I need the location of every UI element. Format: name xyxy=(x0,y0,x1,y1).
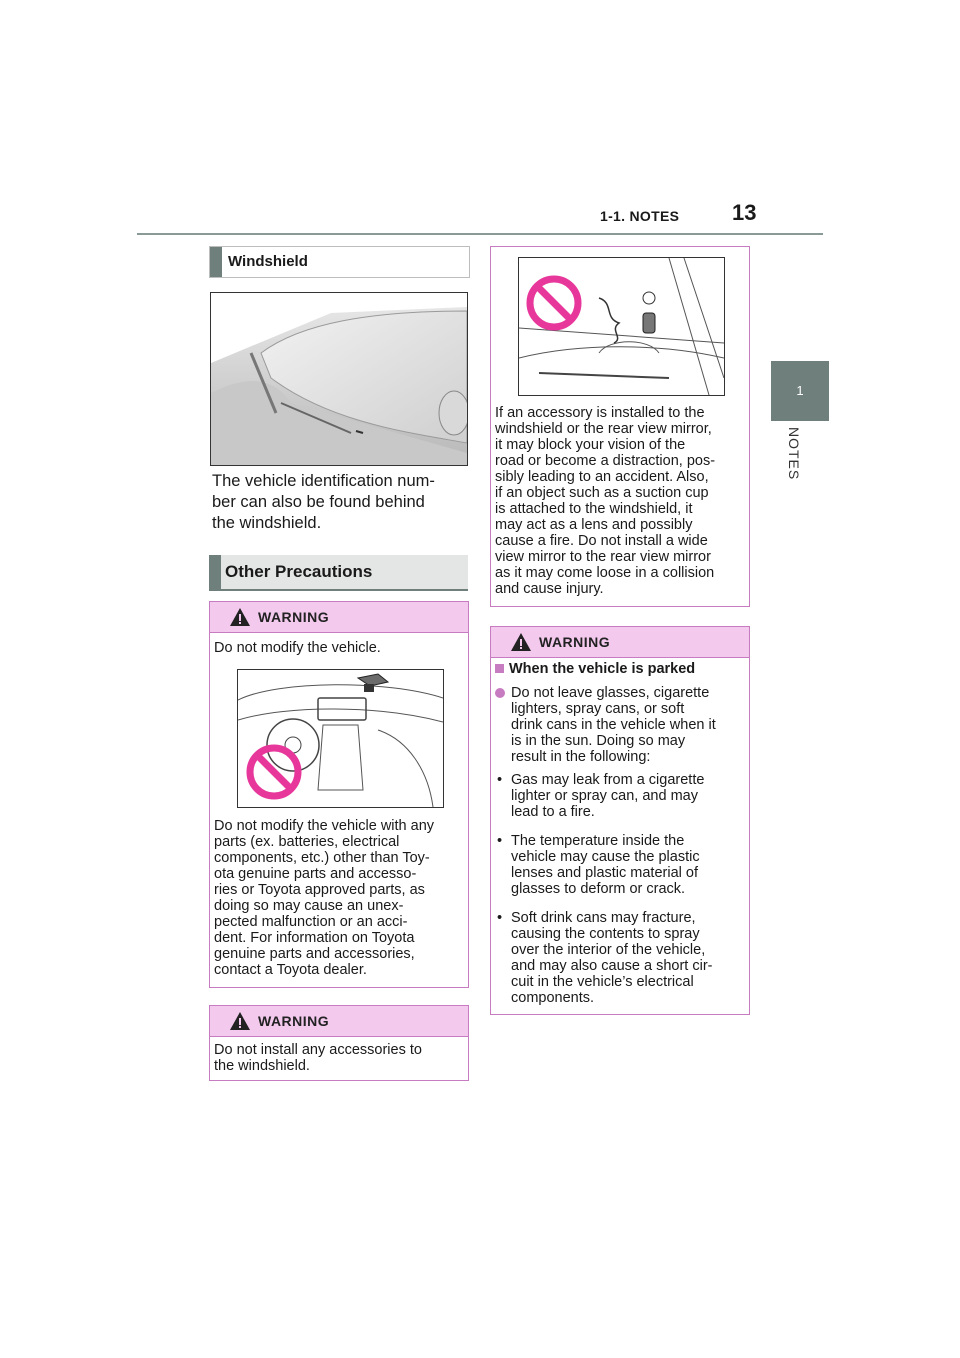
body-line: lighter or spray can, and may xyxy=(511,788,698,804)
body-line: result in the following: xyxy=(511,749,651,765)
list-item xyxy=(495,833,747,897)
body-line: lenses and plastic material of xyxy=(511,865,698,881)
dot-bullet-icon: • xyxy=(497,772,503,788)
accessory-box xyxy=(490,246,750,607)
body-line: road or become a distraction, pos- xyxy=(495,453,716,469)
body-line: as it may come loose in a collision xyxy=(495,565,715,581)
body-line: components. xyxy=(511,990,595,1006)
body-line: over the interior of the vehicle, xyxy=(511,942,706,958)
body-line: The temperature inside the xyxy=(511,833,685,849)
windshield-body xyxy=(212,471,472,534)
body-line: it may block your vision of the xyxy=(495,437,686,453)
warning-body xyxy=(214,1042,466,1074)
body-line: is attached to the windshield, it xyxy=(495,501,693,517)
body-line: and may also cause a short cir- xyxy=(511,958,713,974)
warning-box-modify xyxy=(209,601,469,988)
body-line: contact a Toyota dealer. xyxy=(214,962,367,978)
list-item xyxy=(495,910,747,1006)
warning-icon xyxy=(229,1011,251,1031)
dashboard-illustration xyxy=(237,669,444,808)
body-line: dent. For information on Toyota xyxy=(214,930,415,946)
square-bullet-icon xyxy=(495,664,504,673)
body-line: Do not leave glasses, cigarette xyxy=(511,685,710,701)
warning-header xyxy=(210,1006,468,1037)
body-line: is in the sun. Doing so may xyxy=(511,733,686,749)
body-line: ber can also be found behind xyxy=(212,493,425,511)
windshield-illustration xyxy=(210,292,468,466)
other-precautions-heading-text: Other Precautions xyxy=(225,562,373,581)
body-line: parts (ex. batteries, electrical xyxy=(214,834,400,850)
body-line: doing so may cause an unex- xyxy=(214,898,404,914)
body-line: The vehicle identification num- xyxy=(212,472,435,490)
body-line: drink cans in the vehicle when it xyxy=(511,717,716,733)
warning-box-parked xyxy=(490,626,750,1015)
warning-icon xyxy=(229,607,251,627)
warning-header xyxy=(491,627,749,658)
windshield-heading xyxy=(209,246,470,278)
body-line: if an object such as a suction cup xyxy=(495,485,709,501)
accessory-body xyxy=(495,405,747,597)
body-line: lead to a fire. xyxy=(511,804,595,820)
body-line: genuine parts and accessories, xyxy=(214,946,415,962)
warning-subhead-text: When the vehicle is parked xyxy=(509,661,696,677)
other-precautions-heading xyxy=(209,555,468,591)
chapter-label: NOTES xyxy=(786,427,802,481)
body-line: cause a fire. Do not install a wide xyxy=(495,533,708,549)
warning-title: WARNING xyxy=(258,609,330,625)
body-line: ries or Toyota approved parts, as xyxy=(214,882,425,898)
body-line: view mirror to the rear view mirror xyxy=(495,549,711,565)
warning-intro: Do not modify the vehicle. xyxy=(214,640,381,656)
dot-bullet-icon: • xyxy=(497,910,503,926)
warning-icon xyxy=(510,632,532,652)
body-line: cuit in the vehicle’s electrical xyxy=(511,974,694,990)
body-line: ota genuine parts and accesso- xyxy=(214,866,417,882)
body-line: glasses to deform or crack. xyxy=(511,881,686,897)
body-line: If an accessory is installed to the xyxy=(495,405,705,421)
body-line: components, etc.) other than Toy- xyxy=(214,850,430,866)
warning-bullet xyxy=(495,685,747,765)
body-line: Do not install any accessories to xyxy=(214,1042,422,1058)
body-line: and cause injury. xyxy=(495,581,604,597)
body-line: the windshield. xyxy=(214,1058,310,1074)
body-line: Gas may leak from a cigarette xyxy=(511,772,705,788)
body-line: may act as a lens and possibly xyxy=(495,517,693,533)
dot-bullet-icon: • xyxy=(497,833,503,849)
body-line: pected malfunction or an acci- xyxy=(214,914,408,930)
body-line: vehicle may cause the plastic xyxy=(511,849,700,865)
warning-body xyxy=(214,818,466,978)
body-line: Do not modify the vehicle with any xyxy=(214,818,435,834)
chapter-tab[interactable]: 1 xyxy=(771,361,829,421)
circle-bullet-icon xyxy=(495,688,505,698)
warning-title: WARNING xyxy=(258,1013,330,1029)
body-line: the windshield. xyxy=(212,514,322,532)
windshield-accessory-illustration xyxy=(518,257,725,396)
section-title: 1-1. NOTES xyxy=(600,208,680,224)
warning-subhead xyxy=(495,661,695,677)
body-line: Soft drink cans may fracture, xyxy=(511,910,696,926)
body-line: sibly leading to an accident. Also, xyxy=(495,469,709,485)
header-divider xyxy=(137,233,823,235)
body-line: lighters, spray cans, or soft xyxy=(511,701,685,717)
warning-title: WARNING xyxy=(539,634,611,650)
warning-box-accessories xyxy=(209,1005,469,1081)
body-line: windshield or the rear view mirror, xyxy=(495,421,712,437)
windshield-heading-text: Windshield xyxy=(228,253,308,270)
body-line: causing the contents to spray xyxy=(511,926,700,942)
page-number: 13 xyxy=(732,200,757,225)
list-item xyxy=(495,772,747,820)
warning-header xyxy=(210,602,468,633)
